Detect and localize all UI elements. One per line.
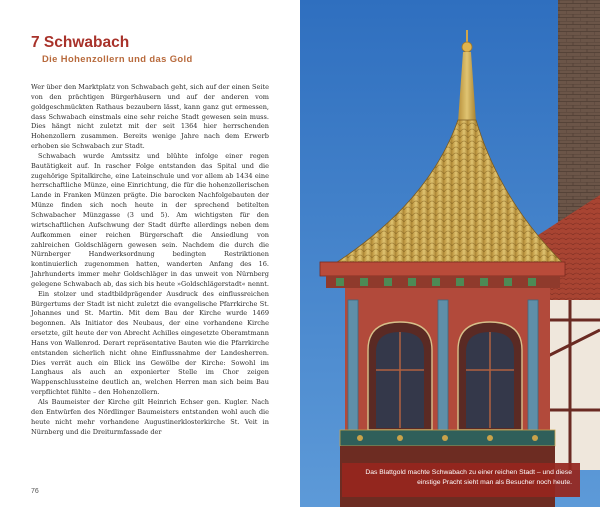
cornice-ornaments bbox=[336, 278, 536, 286]
photo-caption bbox=[342, 463, 580, 497]
chapter-subtitle: Die Hohenzollern und das Gold bbox=[42, 53, 193, 64]
page-number: 76 bbox=[31, 488, 39, 495]
cornice bbox=[320, 262, 565, 276]
paragraph: Ein stolzer und stadtbildprägender Ausdruck des einflussreichen Bürgertums der Stadt ist nicht zuletzt die evangelische Pfarrkirche St. Johannes und St. Martin. Mit dem Bau der Kirche wurde 1469 begonnen. Als Initiator des Neubaus, der eine vorhandene Kirche ersetzte, gilt heute der von Abrecht Achilles eingesetzte Oberamtmann Hans von Wallenrod. Derart repräsentative Bauten wie die Pfarrkirche entstanden sicherlich nicht ohne Einflussnahme der Landesherren. Dies verrät auch ein Blick ins Gewölbe der Kirche: Sowohl im Langhaus als auch an exponierter Stelle im Chor zeigen Wappenschlussteine deutlich an, welchen Herren man sich beim Bau verpflichtet fühlte – den Hohenzollern. bbox=[31, 289, 269, 397]
oriel-turret-photo bbox=[300, 0, 600, 507]
right-page bbox=[300, 0, 600, 507]
caption-text: Das Blattgold machte Schwabach zu einer reichen Stadt – und diese einstige Pracht sieht man als Besucher noch heute. bbox=[365, 469, 572, 486]
paragraph: Wer über den Marktplatz von Schwabach geht, sich auf der einen Seite von den prächtigen Bürgerhäusern und auf der anderen vom goldgeschmückten Rathaus bezaubern lässt, kann ganz gut ermessen, dass Schwabach einstmals eine sehr reiche Stadt gewesen sein muss. Dies hängt nicht zuletzt mit der seit 1364 hier herrschenden Hohenzollern zusammen. Bereits wenige Jahre nach dem Erwerb erhoben sie Schwabach zur Stadt. bbox=[31, 83, 269, 151]
body-text bbox=[31, 83, 269, 437]
chapter-title: 7 Schwabach bbox=[31, 34, 130, 51]
spire-ball bbox=[462, 42, 472, 52]
stone-wall bbox=[558, 0, 600, 230]
paragraph: Schwabach wurde Amtssitz und blühte infolge einer regen Bautätigkeit auf. In rascher Folge entstanden das Spital und die zugehörige Spitalkirche, eine Lateinschule und vor allem ab 1434 eine herrschaftliche Münze, eine Einrichtung, die für die hohenzollerischen Lande in Franken Münzen prägte. Die barocken Nachfolgebauten der Münze finden sich noch heute in der sprechend betitelten Schwabacher Münzgasse (3 und 5). Am wichtigsten für den wirtschaftlichen Aufschwung der Stadt dürfte allerdings neben dem Aufkommen einer reichen Bürgerschaft die Ansiedlung von zahlreichen Goldschlägern gewesen sein. Nachdem die durch die Nürnberger Handwerksordnung bedingten Restriktionen kontinuierlich zugenommen hatten, wanderten Anfang des 16. Jahrhunderts immer mehr Goldschläger in das unweit von Nürnberg gelegene Schwabach ab, das sich bis heute »Goldschlägerstadt« nennt. bbox=[31, 151, 269, 288]
paragraph: Als Baumeister der Kirche gilt Heinrich Echser gen. Kugler. Nach den Entwürfen des Nördlinger Baumeisters entstanden wohl auch die heute nicht mehr vorhandene Augustinerklosterkirche St. Veit in Nürnberg und die Dreiturmfassade der bbox=[31, 398, 269, 436]
